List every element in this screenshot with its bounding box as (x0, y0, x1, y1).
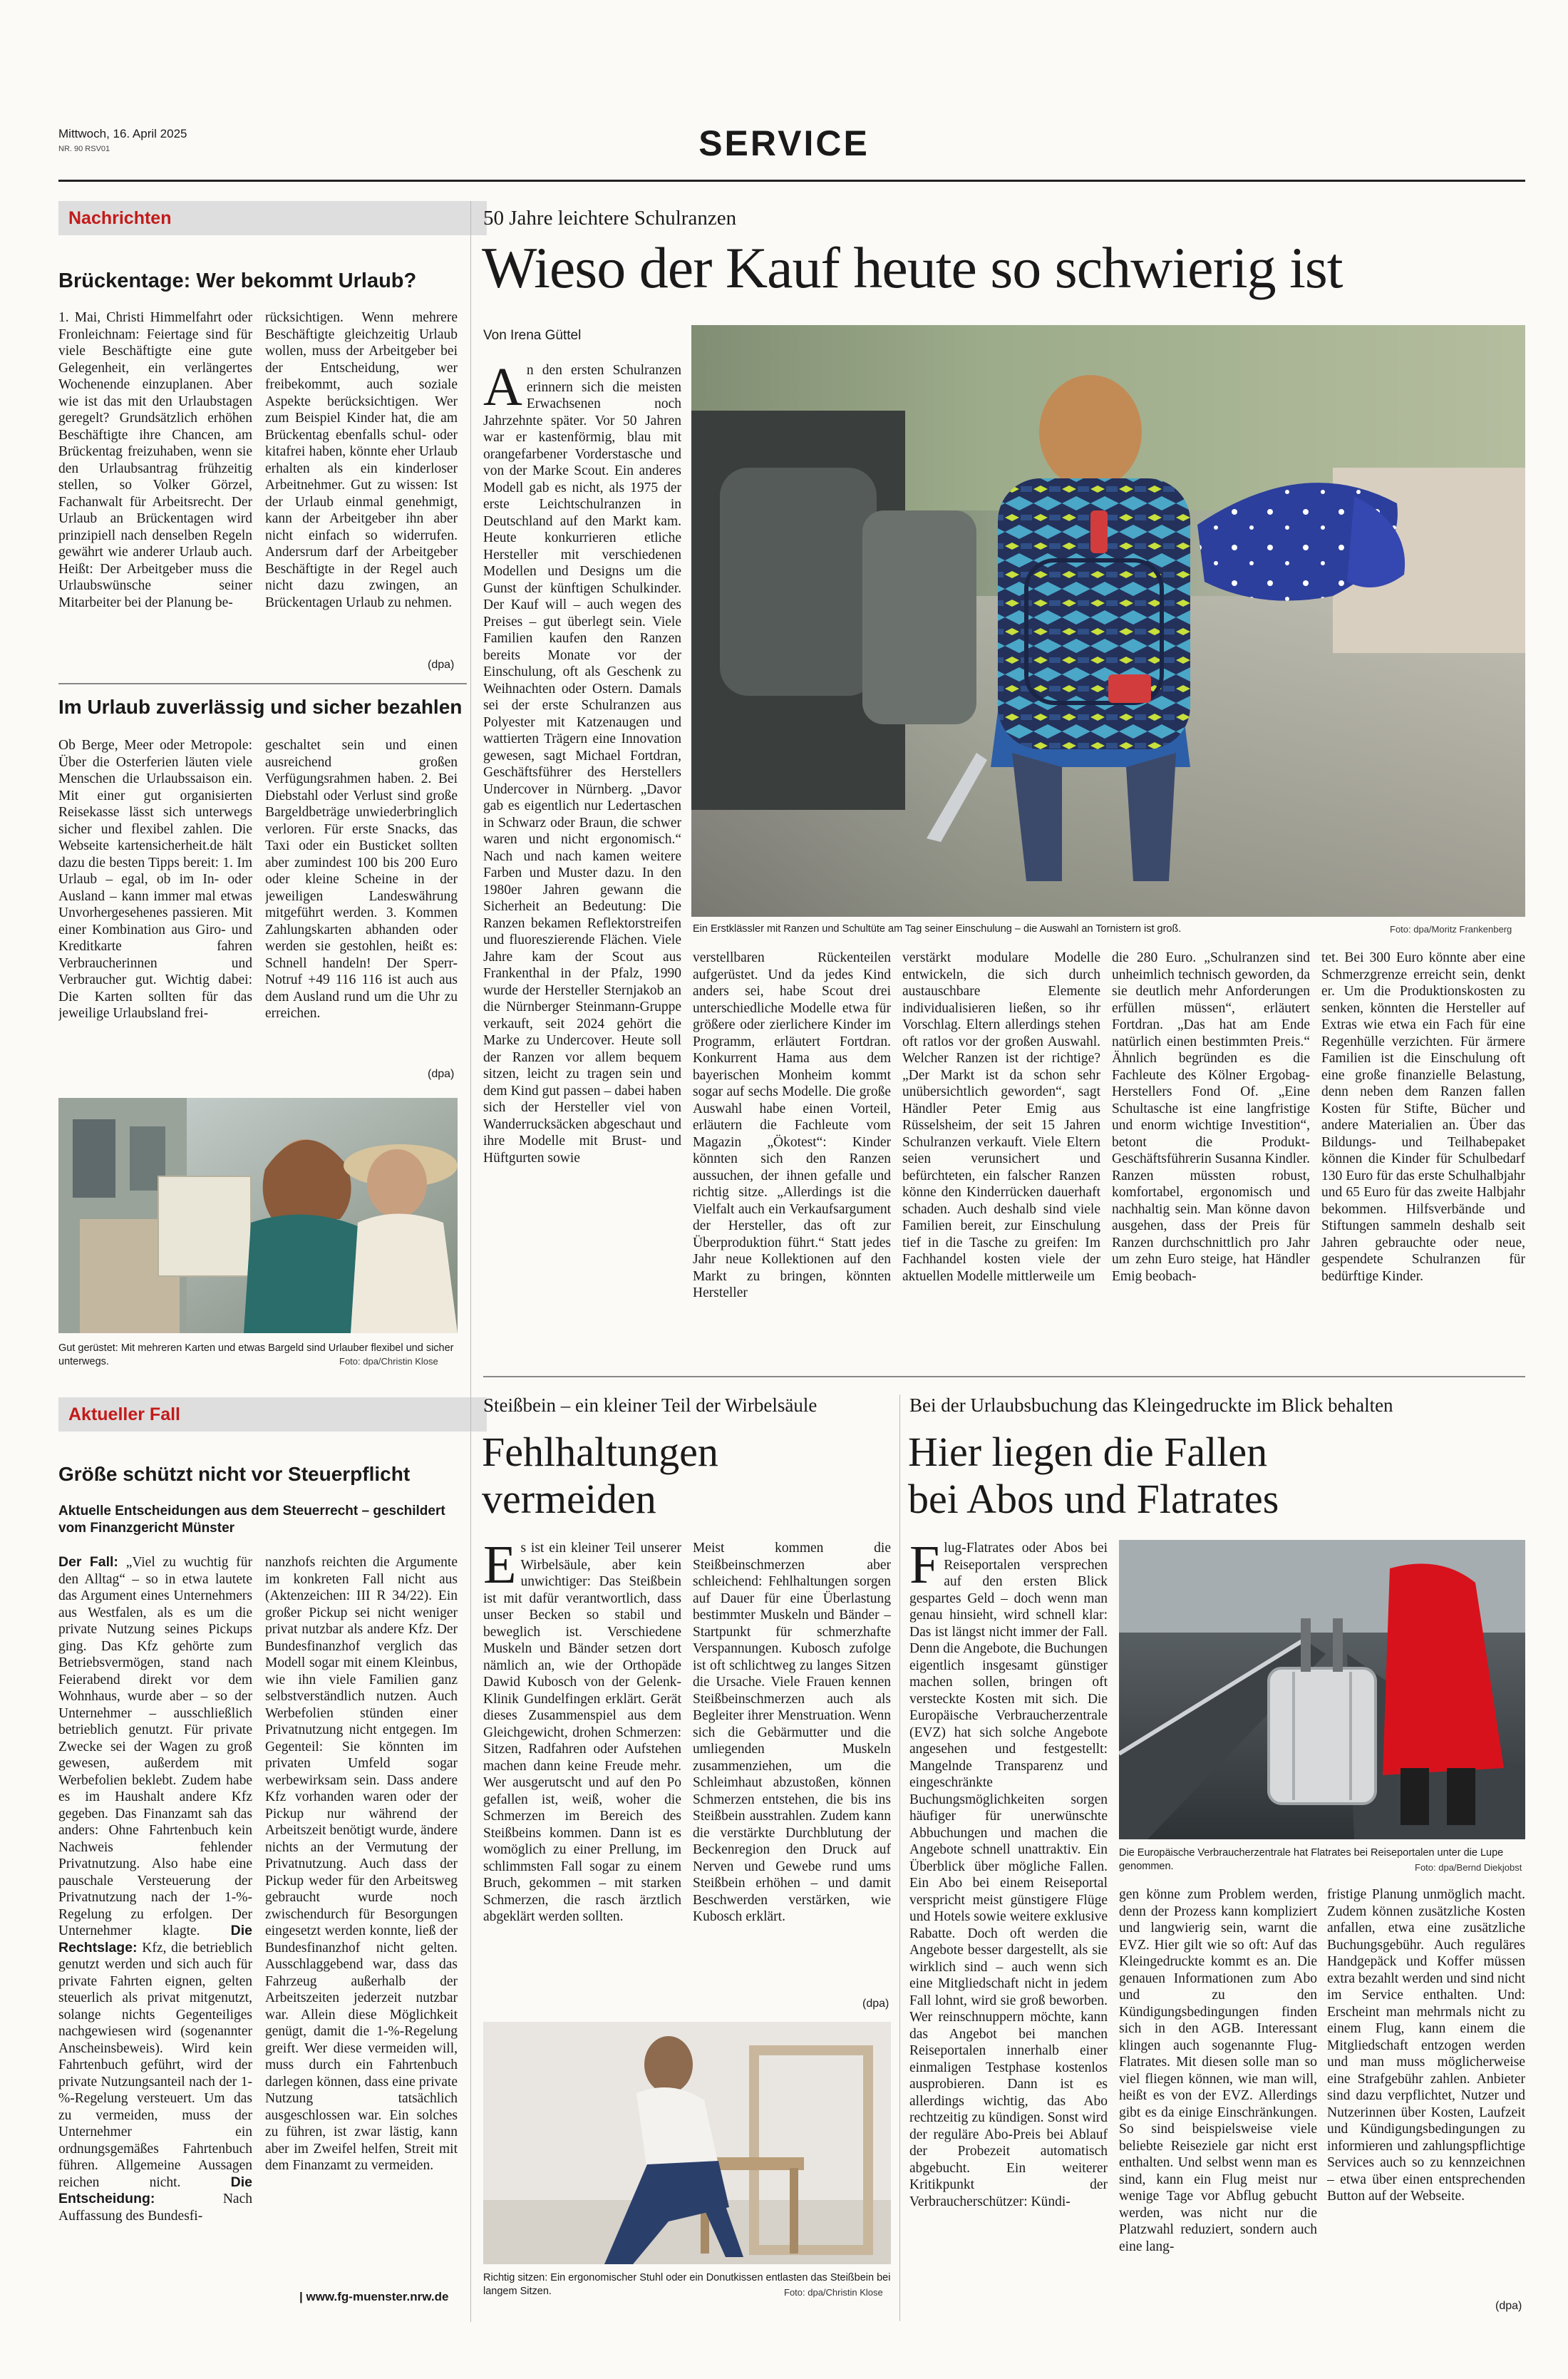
steissbein-col2: Meist kommen die Steißbeinschmerzen aber schleichend: Fehlhaltungen sorgen auf Dauer für eine Überlastung bestimmter Muskeln und Bänder – Startpunkt für schmerzhafte Verspannungen. Kubosch zufolge ist oft schlichtweg zu langes Sitzen die Ursache. Viele Frauen kennen Steißbeinschmerzen auch als Begleiter ihrer Menstruation. Wenn sich die Gebärmutter und die umliegenden Muskeln zusammenziehen, um die Schleimhaut abzustoßen, können Schmerzen entstehen, die bis ins Steißbein ausstrahlen. Zudem kann die verstärkte Durchblutung der Beckenregion den Druck auf Nerven und Gewebe rund ums Steißbein erhöhen – und damit Beschwerden verstärken, wie Kubosch erklärt. (693, 1541, 891, 1924)
left-column-separator (470, 201, 471, 2322)
urlaub-bezahlen-credit: (dpa) (428, 1068, 455, 1080)
fallen-photo-credit: Foto: dpa/Bernd Diekjobst (1415, 1862, 1522, 1873)
aktueller-fall-col2: nanzhofs reichten die Argumente im konkreten Fall nicht aus (Aktenzeichen: III R 34/22). Ein großer Pickup sei nicht weniger privat nutzbar als andere Kfz. Der Bundesfinanzhof verglich das Modell sogar mit einem Kleinbus, wie ihn viele Familien ganz selbstverständlich nutzen. Auch Werbefolien stünden einer Privatnutzung nicht entgegen. Im Gegenteil: Sie könnten im privaten Umfeld sogar werbewirksam sein. Dass andere Kfz vorhanden waren oder der Pickup nur während der Arbeitszeit benötigt wurde, ändere nichts an der Vermutung der Privatnutzung. Auch dass der Pickup weder für den Arbeitsweg gebraucht wurde noch zwischendurch für Besorgungen eingesetzt werden konnte, ließ der Bundesfinanzhof nicht gelten. Ausschlaggebend war, dass das Fahrzeug außerhalb der Arbeitszeiten jederzeit nutzbar war. Allein diese Möglichkeit genügt, damit die 1-%-Regelung greift. Wer diese vermeiden will, muss durch ein Fahrtenbuch darlegen können, dass eine private Nutzung tatsächlich ausgeschlossen war. Ein solches zu führen, ist zwar lästig, kann aber im Zweifel helfen, Streit mit dem Finanzamt zu vermeiden. (265, 1555, 458, 2173)
urlaub-bezahlen-col2: geschaltet sein und einen ausreichend großen Verfügungsrahmen haben. 2. Bei Diebstahl oder Verlust sind große Bargeldbeträge unwiederbringlich verloren. Für erste Snacks, das Taxi oder ein Busticket sollten aber zumindest 100 bis 200 Euro oder kleine Scheine in der jeweiligen Landeswährung mitgeführt werden. 3. Kommen Zahlungskarten abhanden oder werden sie gestohlen, heißt es: Schnell handeln! Der Sperr-Notruf +49 116 116 ist auch aus dem Ausland rund um die Uhr zu erreichen. (265, 738, 458, 1021)
steissbein-photo-caption: Richtig sitzen: Ein ergonomischer Stuhl oder ein Donutkissen entlasten das Steißbein bei langem Sitzen. (483, 2272, 891, 2297)
fallen-col3: fristige Planung unmöglich macht. Zudem können zusätzliche Kosten anfallen, etwa eine zusätzliche Buchungsgebühr. Auch reguläres Handgepäck und Koffer müssen extra bezahlt werden und sind nicht im Service enthalten. Und: Erscheint man mehrmals nicht zu einem Flug, kann einem die Mitgliedschaft entzogen werden und man muss möglicherweise eine Strafgebühr zahlen. Anbieter sind dazu verpflichtet, Nutzer und Nutzerinnen über Kosten, Laufzeit und Kündigungsbedingungen zu informieren und zahlungspflichtige Services auch so zu kennzeichnen – etwa über einen entsprechenden Button auf der Webseite. (1327, 1887, 1525, 2204)
section-title: SERVICE (698, 123, 870, 163)
fallen-col2: gen könne zum Problem werden, denn der Prozess kann kompliziert und langwierig sein, warnt die EVZ. Hier gilt wie so oft: Auf das Kleingedruckte kommt es an. Die genauen Informationen zum Abo und zu den Kündigungsbedingungen finden sich in den AGB. Interessant klingen auch sogenannte Flug-Flatrates. Mit diesen solle man so viel fliegen können, wie man will, heißt es von der EVZ. Allerdings gibt es da einige Einschränkungen. So sind beispielsweise viele beliebte Reiseziele gar nicht erst enthalten. Und selbst wenn man es sind, kann ein Flug meist nur wenige Tage vor Abflug gebucht werden, was nicht nur die Platzwahl reduziert, sondern auch eine lang- (1119, 1887, 1317, 2254)
steissbein-col1 (483, 1540, 681, 2015)
aktueller-fall-col1 (58, 1554, 252, 2321)
urlaub-bezahlen-headline: Im Urlaub zuverlässig und sicher bezahlen (58, 696, 463, 718)
brueckentage-col2: rücksichtigen. Wenn mehrere Beschäftigte gleichzeitig Urlaub wollen, muss der Arbeitgeber bei der Entscheidung, wer freibekommt, auch soziale Aspekte berücksichtigen. Wer zum Beispiel Kinder hat, die am Brückentag ebenfalls schul- oder kitafrei haben, könnte eher Urlaub erhalten als ein kinderloser Arbeitnehmer. Gut zu wissen: Ist der Urlaub einmal genehmigt, kann der Arbeitgeber ihn aber nicht einfach so widerrufen. Andersrum darf der Arbeitgeber Beschäftigte in der Regel auch nicht dazu zwingen, an Brückentagen Urlaub zu nehmen. (265, 310, 458, 610)
masthead-date: Mittwoch, 16. April 2025 (58, 127, 187, 140)
rechtslage-text: Kfz, die betrieblich genutzt werden und sich auch für private Fahrten eignen, gelten steuerlich als privat mitgenutzt, solange nichts Gegenteiliges nachgewiesen wird (sogenannter Anscheinsbeweis). Wird kein Fahrtenbuch geführt, wird der private Nutzungsanteil nach der 1-%-Regelung versteuert. Um das zu vermeiden, muss der Unternehmer ein ordnungsgemäßes Fahrtenbuch führen. Allgemeine Aussagen reichen nicht. (58, 1940, 252, 2190)
lead-photo-caption: Ein Erstklässler mit Ranzen und Schultüte am Tag seiner Einschulung – die Auswahl an Tornistern ist groß. (693, 923, 1182, 935)
fg-muenster-link[interactable]: | www.fg-muenster.nrw.de (299, 2290, 449, 2303)
travel-photo-caption: Gut gerüstet: Mit mehreren Karten und etwas Bargeld sind Urlauber flexibel und sicher unterwegs. (58, 1342, 454, 1367)
lead-headline: Wieso der Kauf heute so schwierig ist (482, 235, 1343, 300)
brueckentage-credit: (dpa) (428, 659, 455, 671)
steissbein-headline-1: Fehlhaltungen (482, 1429, 718, 1475)
fallen-kicker: Bei der Urlaubsbuchung das Kleingedruckte im Blick behalten (909, 1394, 1393, 1416)
fallen-dropcap: F (909, 1540, 940, 1595)
nachrichten-divider (58, 683, 467, 684)
urlaub-bezahlen-col1: Ob Berge, Meer oder Metropole: Über die Osterferien läuten viele Menschen die Urlaubssaison ein. Mit einer gut organisierten Reisekasse lässt sich unterwegs sicher und flexibel zahlen. Die Webseite kartensicherheit.de hält dazu die besten Tipps bereit: 1. Im Urlaub – egal, ob im In- oder Ausland – kann immer mal etwas Unvorhergesehenes passieren. Mit einer Kombination aus Giro- und Kreditkarte fahren Verbraucherinnen und Verbraucher gut. Wichtig dabei: Die Karten sollten für das jeweilige Urlaubsland frei- (58, 738, 252, 1021)
steissbein-photo-credit: Foto: dpa/Christin Klose (784, 2287, 883, 2298)
lead-dropcap: A (483, 362, 522, 417)
lead-bottom-rule (483, 1376, 1525, 1377)
aktueller-fall-headline: Größe schützt nicht vor Steuerpflicht (58, 1463, 411, 1485)
steissbein-credit: (dpa) (862, 1998, 889, 2010)
label-entscheidung: Die Entscheidung: (58, 2174, 252, 2206)
fallen-headline-2: bei Abos und Flatrates (908, 1476, 1279, 1522)
lead-photo (691, 325, 1525, 917)
aktueller-fall-subhead: Aktuelle Entscheidungen aus dem Steuerrecht – geschildert vom Finanzgericht Münster (58, 1504, 445, 1536)
fallen-col1-text: lug-Flatrates oder Abos bei Reiseportalen versprechen auf den ersten Blick gespartes Geld – doch wenn man genau hinsieht, wird schnell klar: Das ist längst nicht immer der Fall. Denn die Angebote, die Buchungen eigentlich insgesamt günstiger machen sollen, bringen oft versteckte Kosten mit sich. Die Europäische Verbraucherzentrale (EVZ) hat sich solche Angebote angesehen und festgestellt: Mangelnde Transparenz und eingeschränkte Buchungsmöglichkeiten sorgen häufiger für unerwünschte Abbuchungen und machen die Angebote schnell unattraktiv. Ein Überblick über mögliche Fallen. Ein Abo bei einem Reiseportal verspricht meist günstigere Flüge und Hotels sowie weitere exklusive Rabatte. Doch oft werden die Angebote besser dargestellt, als sie wirklich sind – auch wenn sich eine Mitgliedschaft nicht in jedem Fall lohnt, wird sie groß beworben. Wer reinschnuppern möchte, kann das Angebot bei manchen Reiseportalen innerhalb einer einmaligen Testphase kostenlos ausprobieren. Dann ist es allerdings wichtig, das Abo rechtzeitig zu kündigen. Sonst wird der reguläre Abo-Preis bei Ablauf der Probezeit automatisch abgebucht. Ein weiterer Kritikpunkt der Verbraucherschützer: Kündi- (909, 1541, 1108, 2209)
lead-photo-credit: Foto: dpa/Moritz Frankenberg (1390, 924, 1512, 935)
fallen-photo-caption: Die Europäische Verbraucherzentrale hat Flatrates bei Reiseportalen unter die Lupe genommen. (1119, 1847, 1504, 1872)
lead-byline: Von Irena Güttel (483, 328, 582, 343)
label-rechtslage: Die Rechtslage: (58, 1923, 252, 1956)
lead-col3: verstärkt modulare Modelle entwickeln, die sich durch austauschbare Elemente individualisieren ließen, so ihr Vorschlag. Eltern allerdings stehen oft ratlos vor der großen Auswahl. Welcher Ranzen ist der richtige? „Der Markt ist da schon sehr unübersichtlich geworden“, sagt Händler Peter Emig aus Rüsselsheim, der seit 15 Jahren Schulranzen verkauft. Viele Eltern seien verunsichert und befürchteten, ein falscher Ranzen könne den Kinderrücken dauerhaft schaden. Auch deshalb sind viele Familien bereit, zur Einschulung tief in die Tasche zu greifen: Im Fachhandel kosten viele der aktuellen Modelle mittlerweile um (902, 950, 1100, 1284)
masthead-rule (58, 180, 1525, 182)
masthead-edition: NR. 90 RSV01 (58, 145, 110, 153)
nachrichten-tag: Nachrichten (58, 201, 487, 235)
steissbein-photo (483, 2022, 891, 2264)
lead-col1 (483, 362, 681, 1606)
lead-col2: verstellbaren Rückenteilen aufgerüstet. Und da jedes Kind anders sei, habe Scout drei unterschiedliche Modelle etwa für größere oder zierlichere Kinder im Programm, erläutert Fortdran. Konkurrent Hama aus dem bayerischen Monheim kommt sogar auf sechs Modelle. Die große Auswahl habe einen Vorteil, erläutern die Fachleute vom Magazin „Ökotest“: Kinder könnten sich den Ranzen aussuchen, der ihnen gefalle und richtig sitze. „Allerdings ist die Vielfalt auch ein Verkaufsargument der Hersteller, das oft zur Überproduktion führt.“ Statt jedes Jahr neue Kollektionen auf den Markt zu bringen, könnten Hersteller (693, 950, 891, 1300)
fallen-credit: (dpa) (1495, 2300, 1522, 2312)
brueckentage-col1: 1. Mai, Christi Himmelfahrt oder Fronleichnam: Feiertage sind für viele Beschäftigte eine gute Gelegenheit, ein verlängertes Wochenende einzuplanen. Aber wie ist das mit den Urlaubstagen geregelt? Grundsätzlich erhöhen Beschäftigte ihre Chancen, am Brückentag freizuhaben, wenn sie den Urlaubsantrag frühzeitig stellen, so Volker Görzel, Fachanwalt für Arbeitsrecht. Der Urlaub an Brückentagen wird prinzipiell nach denselben Regeln gewährt wie anderer Urlaub auch. Heißt: Der Arbeitgeber muss die Urlaubswünsche seiner Mitarbeiter bei der Planung be- (58, 310, 252, 610)
fallen-col1 (909, 1540, 1108, 2317)
travel-photo-credit: Foto: dpa/Christin Klose (339, 1356, 438, 1367)
der-fall-text: „Viel zu wuchtig für den Alltag“ – so in etwa lautete das Argument eines Unternehmers aus Westfalen, als es um die private Nutzung seines Pickups ging. Das Kfz gehörte zum Betriebsvermögen, stand nach Feierabend direkt vor dem Wohnhaus, wurde aber – so der Unternehmer – ausschließlich betrieblich genutzt. Für private Zwecke sei der Wagen zu groß gewesen, außerdem mit Werbefolien beklebt. Zudem habe es im Haushalt andere Kfz gegeben. Das Finanzamt sah das anders: Ohne Fahrtenbuch kein Nachweis fehlender Privatnutzung. Also habe eine pauschale Versteuerung der Privatnutzung nach der 1-%-Regelung zu erfolgen. Der Unternehmer klagte. (58, 1555, 252, 1938)
fg-muenster-link-text[interactable]: www.fg-muenster.nrw.de (306, 2290, 449, 2303)
fallen-photo (1119, 1540, 1525, 1839)
aktueller-fall-tag: Aktueller Fall (58, 1397, 487, 1432)
travel-photo (58, 1098, 458, 1333)
entscheidung-text: Nach Auffassung des Bundesfi- (58, 2192, 252, 2224)
lead-col4: die 280 Euro. „Schulranzen sind unheimlich technisch geworden, da sie deutlich mehr Anforderungen erfüllen müssen“, erläutert Fortdran. „Das hat am Ende natürlich einen bestimmten Preis.“ Ähnlich begründen es die Fachleute des Kölner Ergobag-Herstellers Fond Of. „Eine Schultasche ist eine langfristige und enorm wichtige Investition“, betont die Produkt-Geschäftsführerin Susanna Kindler. Ranzen müssten robust, komfortabel, ergonomisch und nachhaltig sein. Man könne davon ausgehen, dass der Preis für Ranzen durchschnittlich pro Jahr um zehn Euro steige, hat Händler Emig beobach- (1112, 950, 1310, 1284)
lead-col1-text: n den ersten Schulranzen erinnern sich die meisten Erwachsenen noch Jahrzehnte später. Vor 50 Jahren war er kastenförmig, blau mit orangefarbener Vorderstasche und von der Marke Scout. Ein anderes Modell gab es nicht, als 1975 der erste Leichtschulranzen in Deutschland auf den Markt kam. Heute konkurrieren etliche Hersteller mit verschiedenen Modellen und Designs um die Gunst der künftigen Schulkinder. Der Kauf will – auch wegen des Preises – gut überlegt sein. Viele Familien kaufen den Ranzen bereits Monate vor der Einschulung, oft als Geschenk zu Weihnachten oder Ostern. Damals sei der erste Schulranzen aus Polyester mit Katzenaugen und wattierten Trägern eine Innovation gewesen, sagt Michael Fortdran, Geschäftsführer des Herstellers Undercover in Nürnberg. „Davor gab es eigentlich nur Ledertaschen in Schwarz oder Braun, die schwer waren und nicht ergonomisch.“ Nach und nach kamen weitere Farben und Muster dazu. In den 1980er Jahren gewann die Sicherheit an Bedeutung: Die Ranzen bekamen Reflektorstreifen und fluoreszierende Flächen. Viele Jahre kam der Scout aus Frankenthal in der Pfalz, 1990 wurde der Hersteller Sternjakob an die Nürnberger Steinmann-Gruppe verkauft, seit 2024 gehört die Marke zu Undercover. Heute soll der Ranzen vor allem bequem sitzen, leicht zu tragen sein und dem Kind gut passen – dabei haben sich der Hersteller viel von Wanderrucksäcken abgeschaut und ihre Modelle mit Brust- und Hüftgurten sowie (483, 363, 681, 1166)
steissbein-kicker: Steißbein – ein kleiner Teil der Wirbelsäule (483, 1394, 817, 1416)
lead-col5: tet. Bei 300 Euro könnte aber eine Schmerzgrenze erreicht sein, denkt er. Um die Produktionskosten zu senken, könnten die Hersteller auf Extras wie etwa ein Fach für eine Regenhülle verzichten. Für ärmere Familien ist die Einschulung oft eine große finanzielle Belastung, denn neben dem Ranzen fallen Kosten für Stifte, Bücher und andere Materialien an. Über das Bildungs- und Teilhabepaket können die Kinder für Schulbedarf 130 Euro für das erste Schulhalbjahr und 65 Euro für das zweite Halbjahr bekommen. Hilfsverbände und Stiftungen sammeln deshalb seit Jahren gebrauchte oder neue, gespendete Schulranzen für bedürftige Kinder. (1321, 950, 1525, 1284)
label-der-fall: Der Fall: (58, 1554, 118, 1570)
steissbein-dropcap: E (483, 1540, 517, 1595)
fallen-headline-1: Hier liegen die Fallen (908, 1429, 1268, 1475)
bottom-column-separator (899, 1394, 900, 2321)
lead-kicker: 50 Jahre leichtere Schulranzen (483, 207, 737, 230)
steissbein-col1-text: s ist ein kleiner Teil unserer Wirbelsäule, aber kein unwichtiger: Das Steißbein ist mit dafür verantwortlich, dass unser Becken so stabil und beweglich ist. Verschiedene Muskeln und Bänder setzen dort nämlich an, wie der Orthopäde Dawid Kubosch von der Gelenk-Klinik Gundelfingen erklärt. Gerät dieses Zusammenspiel aus dem Gleichgewicht, drohen Schmerzen: Sitzen, Radfahren oder Aufstehen machen dann keine Freude mehr. Wer ausgerutscht und auf den Po gefallen ist, weiß, woher die Schmerzen im Bereich des Steißbeins kommen. Dann ist es womöglich zu einer Prellung, im schlimmsten Fall sogar zu einem Bruch, gekommen – mit starken Schmerzen, die rasch ärztlich abgeklärt werden sollten. (483, 1541, 681, 1924)
brueckentage-headline: Brückentage: Wer bekommt Urlaub? (58, 269, 417, 292)
steissbein-headline-2: vermeiden (482, 1476, 656, 1522)
